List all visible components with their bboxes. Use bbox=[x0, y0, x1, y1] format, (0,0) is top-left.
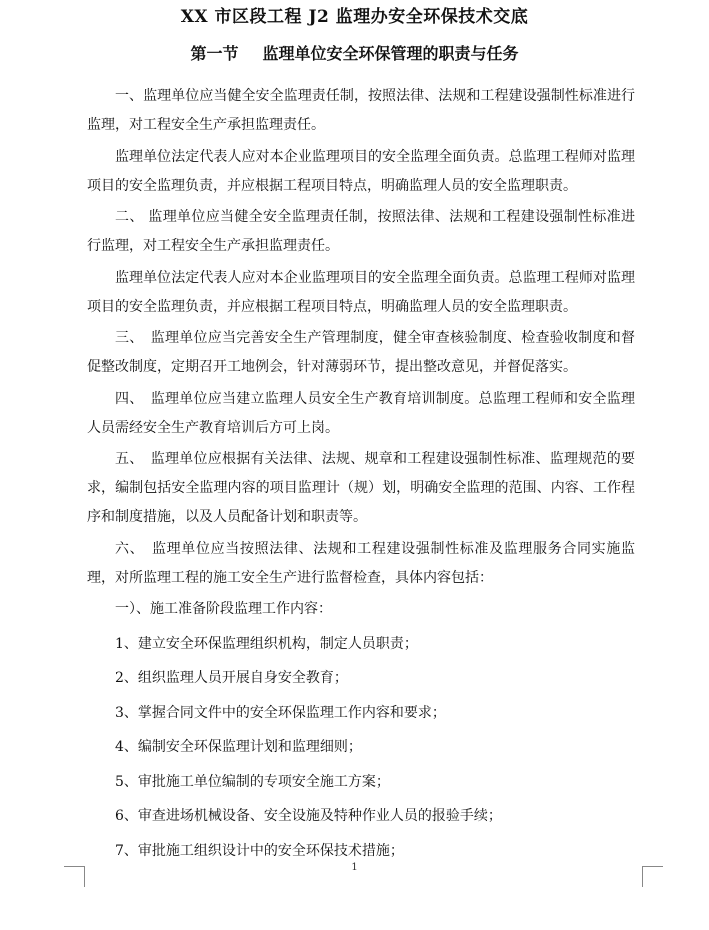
document-body bbox=[87, 82, 635, 871]
list-item: 3、掌握合同文件中的安全环保监理工作内容和要求； bbox=[115, 704, 446, 721]
paragraph: 四、 监理单位应当建立监理人员安全生产教育培训制度。总监理工程师和安全监理人员需经安全生产教育培训后方可上岗。 bbox=[87, 390, 635, 436]
list-heading: 一）、施工准备阶段监理工作内容： bbox=[115, 601, 332, 617]
paragraph: 二、 监理单位应当健全安全监理责任制，按照法律、法规和工程建设强制性标准进行监理，对工程安全生产承担监理责任。 bbox=[87, 209, 635, 254]
section-number: 第一节 bbox=[190, 44, 239, 63]
list-item: 4、编制安全环保监理计划和监理细则； bbox=[115, 739, 362, 755]
section-title: 监理单位安全环保管理的职责与任务 bbox=[262, 44, 519, 63]
document-title: XX 市区段工程 J2 监理办安全环保技术交底 bbox=[180, 7, 529, 27]
list-item: 6、审查进场机械设备、安全设施及特种作业人员的报验手续； bbox=[115, 808, 502, 824]
list-item: 7、审批施工组织设计中的安全环保技术措施； bbox=[115, 842, 404, 859]
list-item: 2、组织监理人员开展自身安全教育； bbox=[115, 670, 348, 686]
list-item: 1、建立安全环保监理组织机构，制定人员职责； bbox=[115, 635, 418, 652]
paragraph: 监理单位法定代表人应对本企业监理项目的安全监理全面负责。总监理工程师对监理项目的安全监理负责，并应根据工程项目特点，明确监理人员的安全监理职责。 bbox=[87, 269, 635, 315]
paragraph: 六、 监理单位应当按照法律、法规和工程建设强制性标准及监理服务合同实施监理，对所监理工程的施工安全生产进行监督检查，具体内容包括： bbox=[87, 540, 635, 586]
list-item: 5、审批施工单位编制的专项安全施工方案； bbox=[115, 773, 390, 790]
paragraph: 三、 监理单位应当完善安全生产管理制度，健全审查核验制度、检查验收制度和督促整改制度，定期召开工地例会，针对薄弱环节，提出整改意见，并督促落实。 bbox=[87, 330, 635, 375]
page-number: 1 bbox=[351, 862, 358, 873]
paragraph: 五、 监理单位应根据有关法律、法规、规章和工程建设强制性标准、监理规范的要求，编制包括安全监理内容的项目监理计（规）划，明确安全监理的范围、内容、工作程序和制度措施，以及人员配备计划和职责等。 bbox=[87, 451, 635, 525]
paragraph: 监理单位法定代表人应对本企业监理项目的安全监理全面负责。总监理工程师对监理项目的安全监理负责，并应根据工程项目特点，明确监理人员的安全监理职责。 bbox=[87, 148, 635, 194]
paragraph: 一、监理单位应当健全安全监理责任制，按照法律、法规和工程建设强制性标准进行监理，对工程安全生产承担监理责任。 bbox=[87, 88, 635, 133]
section-heading bbox=[0, 41, 709, 64]
